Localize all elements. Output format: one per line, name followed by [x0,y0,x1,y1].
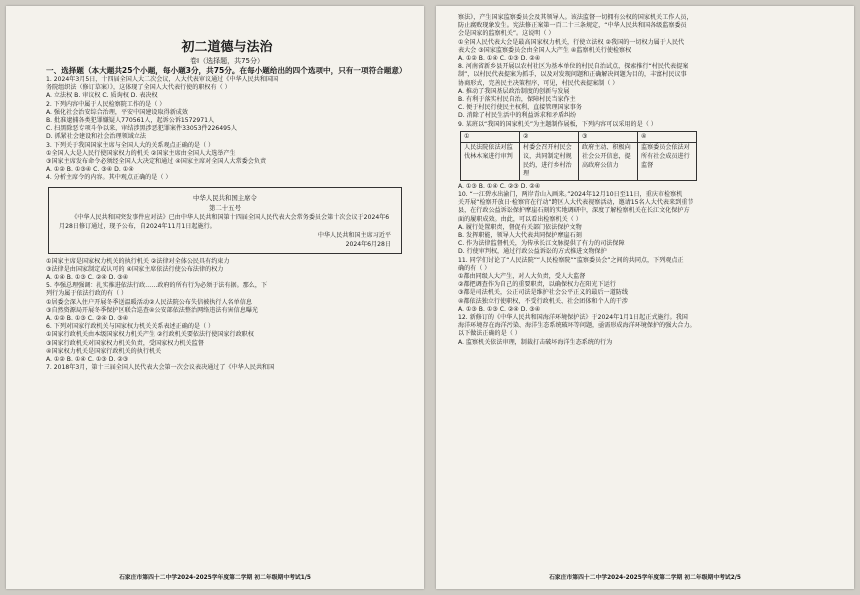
text-line: C. 作为法律监督机关，为传承长江文脉提供了有力的司法保障 [458,240,625,248]
exam-page-1 [6,6,424,589]
text-line: D. 行使审判权，通过行政公益诉讼的方式推进文物保护 [458,248,607,256]
text-line: B. 有利于落实村民自治，保障村民当家作主 [458,96,576,104]
page-2-footer: 石家庄市第四十二中学2024-2025学年度第二学期 初二年级期中考试2/5 [549,575,741,581]
text-line: A. ①② B. ①④ C. ①③ D. ②③ [46,356,129,364]
table-header-cell: ④ [638,131,697,143]
text-line: A. ①② B. ①④ C. ①③ D. ②④ [458,55,541,63]
table-header-cell: ③ [579,131,638,143]
questions-1-4 [46,76,408,183]
text-line: 面的履职成效。由此，可以看出检察机关（ ） [458,215,582,223]
exam-title: 初二道德与法治 [181,40,273,55]
text-line: A. ①② B. ①③ C. ②④ D. ③④ [46,315,129,323]
text-line: ①都由同级人大产生，对人大负责，受人大监督 [458,273,586,281]
page-2-column [458,14,832,347]
text-line: ③都是司法机关，公正司法是维护社会公平正义的最后一道防线 [458,289,628,297]
questions-4-7 [46,258,408,373]
text-line: 4. 分析主席令的内容。其中观点正确的是（ ） [46,174,172,182]
text-line: 12. 新修订的《中华人民共和国海洋环境保护法》于2024年1月1日起正式施行。我国 [458,314,688,322]
table-cell: 政府主动、积极向社会公开信息，提高政府公信力 [579,143,638,180]
text-line: ①居委会深入住户开展冬季送温暖活动②人民法院公布失信被执行人名单信息 [46,298,252,306]
table-cell: 村委会召开村民会议，共同制定村规民约，进行乡村治理 [520,143,579,180]
text-line: 1. 2024年3月5日，十四届全国人大二次会议，人大代表审议通过《中华人民共和国国 [46,76,279,83]
decree-signature: 中华人民共和国主席习近平 [317,231,391,239]
section-heading: 一、选择题（本大题共25个小题，每小题3分，共75分。在每小题给出的四个选项中，只有一项符合题意） [46,66,407,75]
text-line: A. ①③ B. ①③ C. ②④ D. ③④ [458,305,541,313]
text-line: ①全国人大是人民行使国家权力的机关 ②国家主席由全国人大选举产生 [46,149,236,157]
text-line: A. ①② B. ①③④ C. ③④ D. ①④ [46,166,134,174]
table-header-cell: ① [461,131,520,143]
text-line: 务院组织法（修订草案）》，这体现了全国人大代表行使的职权有（ ） [46,84,231,92]
text-line: 制”，以村民代表提案为抓手，以及对发现问题和正确解决问题为目的，丰富村民议事 [458,71,687,79]
text-line: A. ①④ B. ①③ C. ②④ D. ③④ [46,274,129,282]
text-line: A. 立法权 B. 审议权 C. 质询权 D. 表决权 [46,92,158,100]
text-line: ④国家权力机关是国家行政机关的执行机关 [46,347,162,355]
text-line: 县，在行政公益诉讼保护摩崖石刻的实地调研中，深度了解检察机关在长江文化保护方 [458,207,690,215]
text-line: ③国家主席发布命令必须经全国人大决定和通过 ④国家主席对全国人大常委会负责 [46,158,267,166]
text-line: 9. 某班以“我国的国家机关”为主题制作展板，下列内容可以采用的是（ ） [458,120,657,128]
text-line: B. 发挥职能，领导人大代表共同保护摩崖石刻 [458,232,582,240]
table-cell: 监察委员会依法对所有社会成员进行监督 [638,143,697,180]
page-1-footer: 石家庄市第四十二中学2024-2025学年度第二学期 初二年级期中考试1/5 [119,575,311,581]
questions-7-9 [458,14,832,129]
text-line: 关开展“检察开放日·检察官在行动”跨区人大代表视察活动，邀请15名人大代表来到重节 [458,199,694,207]
text-line: 10. “一江碧水出渝门，两岸青山入画来。”2024年12月10日至11日，重庆市检察机 [458,191,683,199]
text-line: 确的有（ ） [458,264,491,272]
text-line: 察法》，产生国家监察委员会及其领导人。该法监督一切拥有公权的国家机关工作人员， [458,14,693,21]
text-line: A. ①③ B. ①④ C. ②③ D. ②④ [458,182,541,190]
text-line: ①全国人民代表大会是最高国家权力机关，行使立法权 ②我国的一切权力属于人民代 [458,38,685,46]
decree-heading: 中华人民共和国主席令 [193,193,257,202]
text-line: 会是国家的监察机关”。这说明（ ） [458,30,555,38]
text-line: 5. 李强总理强调：扎实推进依法行政……政府的所有行为必须于法有据。那么，下 [46,282,268,290]
exam-page-2 [436,6,854,589]
text-line: D. 消除了村民生活中的利益诉求和矛盾纠纷 [458,112,577,120]
decree-number: 第二十五号 [209,203,241,212]
text-line: 防止腐败现象发生。宪法修正案第一百二十三条规定，“中华人民共和国各级监察委员 [458,22,687,30]
table-header-cell: ② [520,131,579,143]
text-line: ③法律是由国家制定或认可的 ④国家主席依法行使公布法律的权力 [46,265,224,273]
text-line: 11. 同学们讨论了“人民法院”“人民检察院”“监察委员会”之间的共同点，下列观点正 [458,256,684,264]
text-line: C. 便于村民行使民主权利，直接管理国家事务 [458,104,582,112]
text-line: ③国家行政机关对国家权力机关负责，受国家权力机关监督 [46,339,204,347]
text-line: A. 监察机关依法审理，制裁打击破坏海洋生态系统的行为 [458,338,613,346]
text-line: B. 批准逮捕各类犯罪嫌疑人770561人，起诉公诉1572971人 [46,117,215,125]
text-line: ③自然资源局开展冬季保护区联合巡查④公安部依法整治网络违法有害信息曝光 [46,306,259,314]
text-line: ①国家主席是国家权力机关的执行机关 ②法律对全体公民具有约束力 [46,257,230,265]
text-line: A. 履行处置职责，督促有关部门依法保护文物 [458,223,582,231]
option-table [460,131,697,181]
text-line: 海洋环境存在海洋污染、海洋生态系统破坏等问题，亟需形成海洋环境保护的强大合力。 [458,322,696,330]
decree-date: 2024年6月28日 [345,240,391,248]
text-line: 3. 下列关于我国国家主席与全国人大的关系观点正确的是（ ） [46,141,215,149]
text-line: 8. 河南省新乡县开展以农村社区为基本单位的村民自治试点，探索推行“村民代表提案 [458,63,689,71]
text-line: D. 抓紧社会建设和社会治理领域立法 [46,133,146,141]
text-line: A. 推动了我国基层政治制度的创新与发展 [458,87,570,95]
table-cell: 人民法院依法对监伐林木案进行审判 [461,143,520,180]
paper-subtitle: 卷Ⅰ（选择题，共75分） [190,57,264,65]
text-line: 7. 2018年3月，第十三届全国人民代表大会第一次会议表决通过了《中华人民共和国 [46,364,275,372]
text-line: 6. 下列对国家行政机关与国家权力机关关系表述正确的是（ ） [46,323,215,331]
text-line: ①国家行政机关由本级国家权力机关产生 ②行政机关要依法行使国家行政职权 [46,331,254,339]
text-line: ②都把调查作为自己的重要职责，以确保权力在阳光下运行 [458,281,616,289]
presidential-decree-box [48,187,402,254]
questions-9-12 [458,183,832,347]
text-line: A. 强化社会治安综合治理，平安中国建设取得新成效 [46,108,188,116]
text-line: 协商形式，完善民主决策程序，可见，村民代表提案制（ ） [458,79,619,87]
text-line: C. 扫黑除恶专项斗争以来，审结涉黑涉恶犯罪案件33053件226495人 [46,125,237,133]
text-line: 表大会 ③国家监察委员会由全国人大产生 ④监察机关行使检察权 [458,46,632,54]
text-line: 以下做法正确的是（ ） [458,330,521,338]
text-line: 2. 下列内容中属于人民检察院工作的是（ ） [46,100,166,108]
text-line: 列行为属于依法行政的有（ ） [46,290,128,298]
page-1-column [46,6,408,372]
decree-paragraph: 《中华人民共和国突发事件应对法》已由中华人民共和国第十四届全国人民代表大会常务委员会第十次会议于2024年6月28日修订通过，现予公布，自2024年11月1日起施行。 [59,213,390,230]
text-line: ④都依法独立行使职权，不受行政机关、社会团体和个人的干涉 [458,297,628,305]
